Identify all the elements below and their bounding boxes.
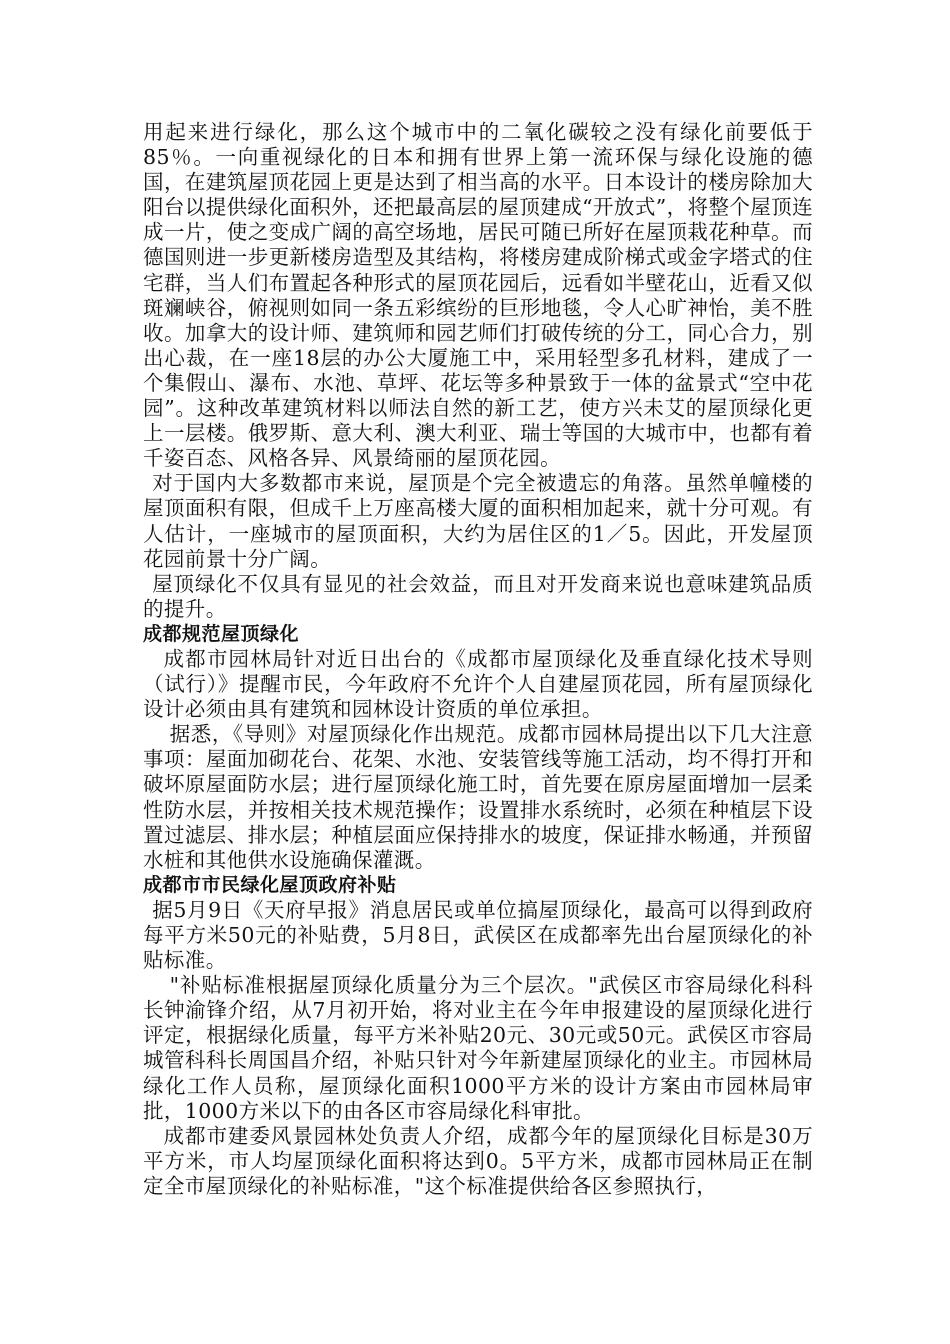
paragraph-domestic-rooftops: 对于国内大多数都市来说，屋顶是个完全被遗忘的角落。虽然单幢楼的屋顶面积有限，但成千上万座高楼大厦的面积相加起来，就十分可观。有人估计，一座城市的屋顶面积，大约为居住区的1／5。因此，开发屋顶花园前景十分广阔。: [143, 471, 813, 571]
paragraph-guideline-rules: 据悉，《导则》对屋顶绿化作出规范。成都市园林局提出以下几大注意事项：屋面加砌花台、花架、水池、安装管线等施工活动，均不得打开和破坏原屋面防水层；进行屋顶绿化施工时，首先要在原房屋面增加一层柔性防水层，并按相关技术规范操作；设置排水系统时，必须在种植层下设置过滤层、排水层；种植层面应保持排水的坡度，保证排水畅通，并预留水桩和其他供水设施确保灌溉。: [143, 722, 813, 872]
paragraph-subsidy-news: 据5月9日《天府早报》消息居民或单位搞屋顶绿化，最高可以得到政府每平方米50元的补贴费，5月8日，武侯区在成都率先出台屋顶绿化的补贴标准。: [143, 897, 813, 973]
paragraph-subsidy-target: 成都市建委风景园林处负责人介绍，成都今年的屋顶绿化目标是30万平方米，市人均屋顶绿化面积将达到0。5平方米，成都市园林局正在制定全市屋顶绿化的补贴标准，"这个标准提供给各区参照执行，: [143, 1123, 813, 1198]
document-page: [143, 120, 813, 1199]
paragraph-developer-benefit: 屋顶绿化不仅具有显见的社会效益，而且对开发商来说也意味建筑品质的提升。: [143, 571, 813, 621]
paragraph-subsidy-levels: "补贴标准根据屋顶绿化质量分为三个层次。"武侯区市容局绿化科科长钟渝锋介绍，从7月初开始，将对业主在今年申报建设的屋顶绿化进行评定，根据绿化质量，每平方米补贴20元、30元或50元。武侯区市容局城管科科长周国昌介绍，补贴只针对今年新建屋顶绿化的业主。市园林局绿化工作人员称，屋顶绿化面积1000平方米的设计方案由市园林局审批，1000方米以下的由各区市容局绿化科审批。: [143, 973, 813, 1123]
section-heading-chengdu-regulation: 成都规范屋顶绿化: [143, 622, 300, 645]
paragraph-guideline-notice: 成都市园林局针对近日出台的《成都市屋顶绿化及垂直绿化技术导则（试行）》提醒市民，今年政府不允许个人自建屋顶花园，所有屋顶绿化设计必须由具有建筑和园林设计资质的单位承担。: [143, 646, 813, 722]
paragraph-foreign-rooftop-gardens: 用起来进行绿化，那么这个城市中的二氧化碳较之没有绿化前要低于85％。一向重视绿化的日本和拥有世界上第一流环保与绿化设施的德国，在建筑屋顶花园上更是达到了相当高的水平。日本设计的楼房除加大阳台以提供绿化面积外，还把最高层的屋顶建成“开放式”，将整个屋顶连成一片，使之变成广阔的高空场地，居民可随已所好在屋顶栽花种草。而德国则进一步更新楼房造型及其结构，将楼房建成阶梯式或金字塔式的住宅群，当人们布置起各种形式的屋顶花园后，远看如半壁花山，近看又似斑斓峡谷，俯视则如同一条五彩缤纷的巨形地毯，令人心旷神怡，美不胜收。加拿大的设计师、建筑师和园艺师们打破传统的分工，同心合力，别出心裁，在一座18层的办公大厦施工中，采用轻型多孔材料，建成了一个集假山、瀑布、水池、草坪、花坛等多种景致于一体的盆景式“空中花园”。这种改革建筑材料以师法自然的新工艺，使方兴未艾的屋顶绿化更上一层楼。俄罗斯、意大利、澳大利亚、瑞士等国的大城市中，也都有着千姿百态、风格各异、风景绮丽的屋顶花园。: [143, 120, 813, 471]
section-heading-chengdu-subsidy: 成都市市民绿化屋顶政府补贴: [143, 873, 397, 896]
